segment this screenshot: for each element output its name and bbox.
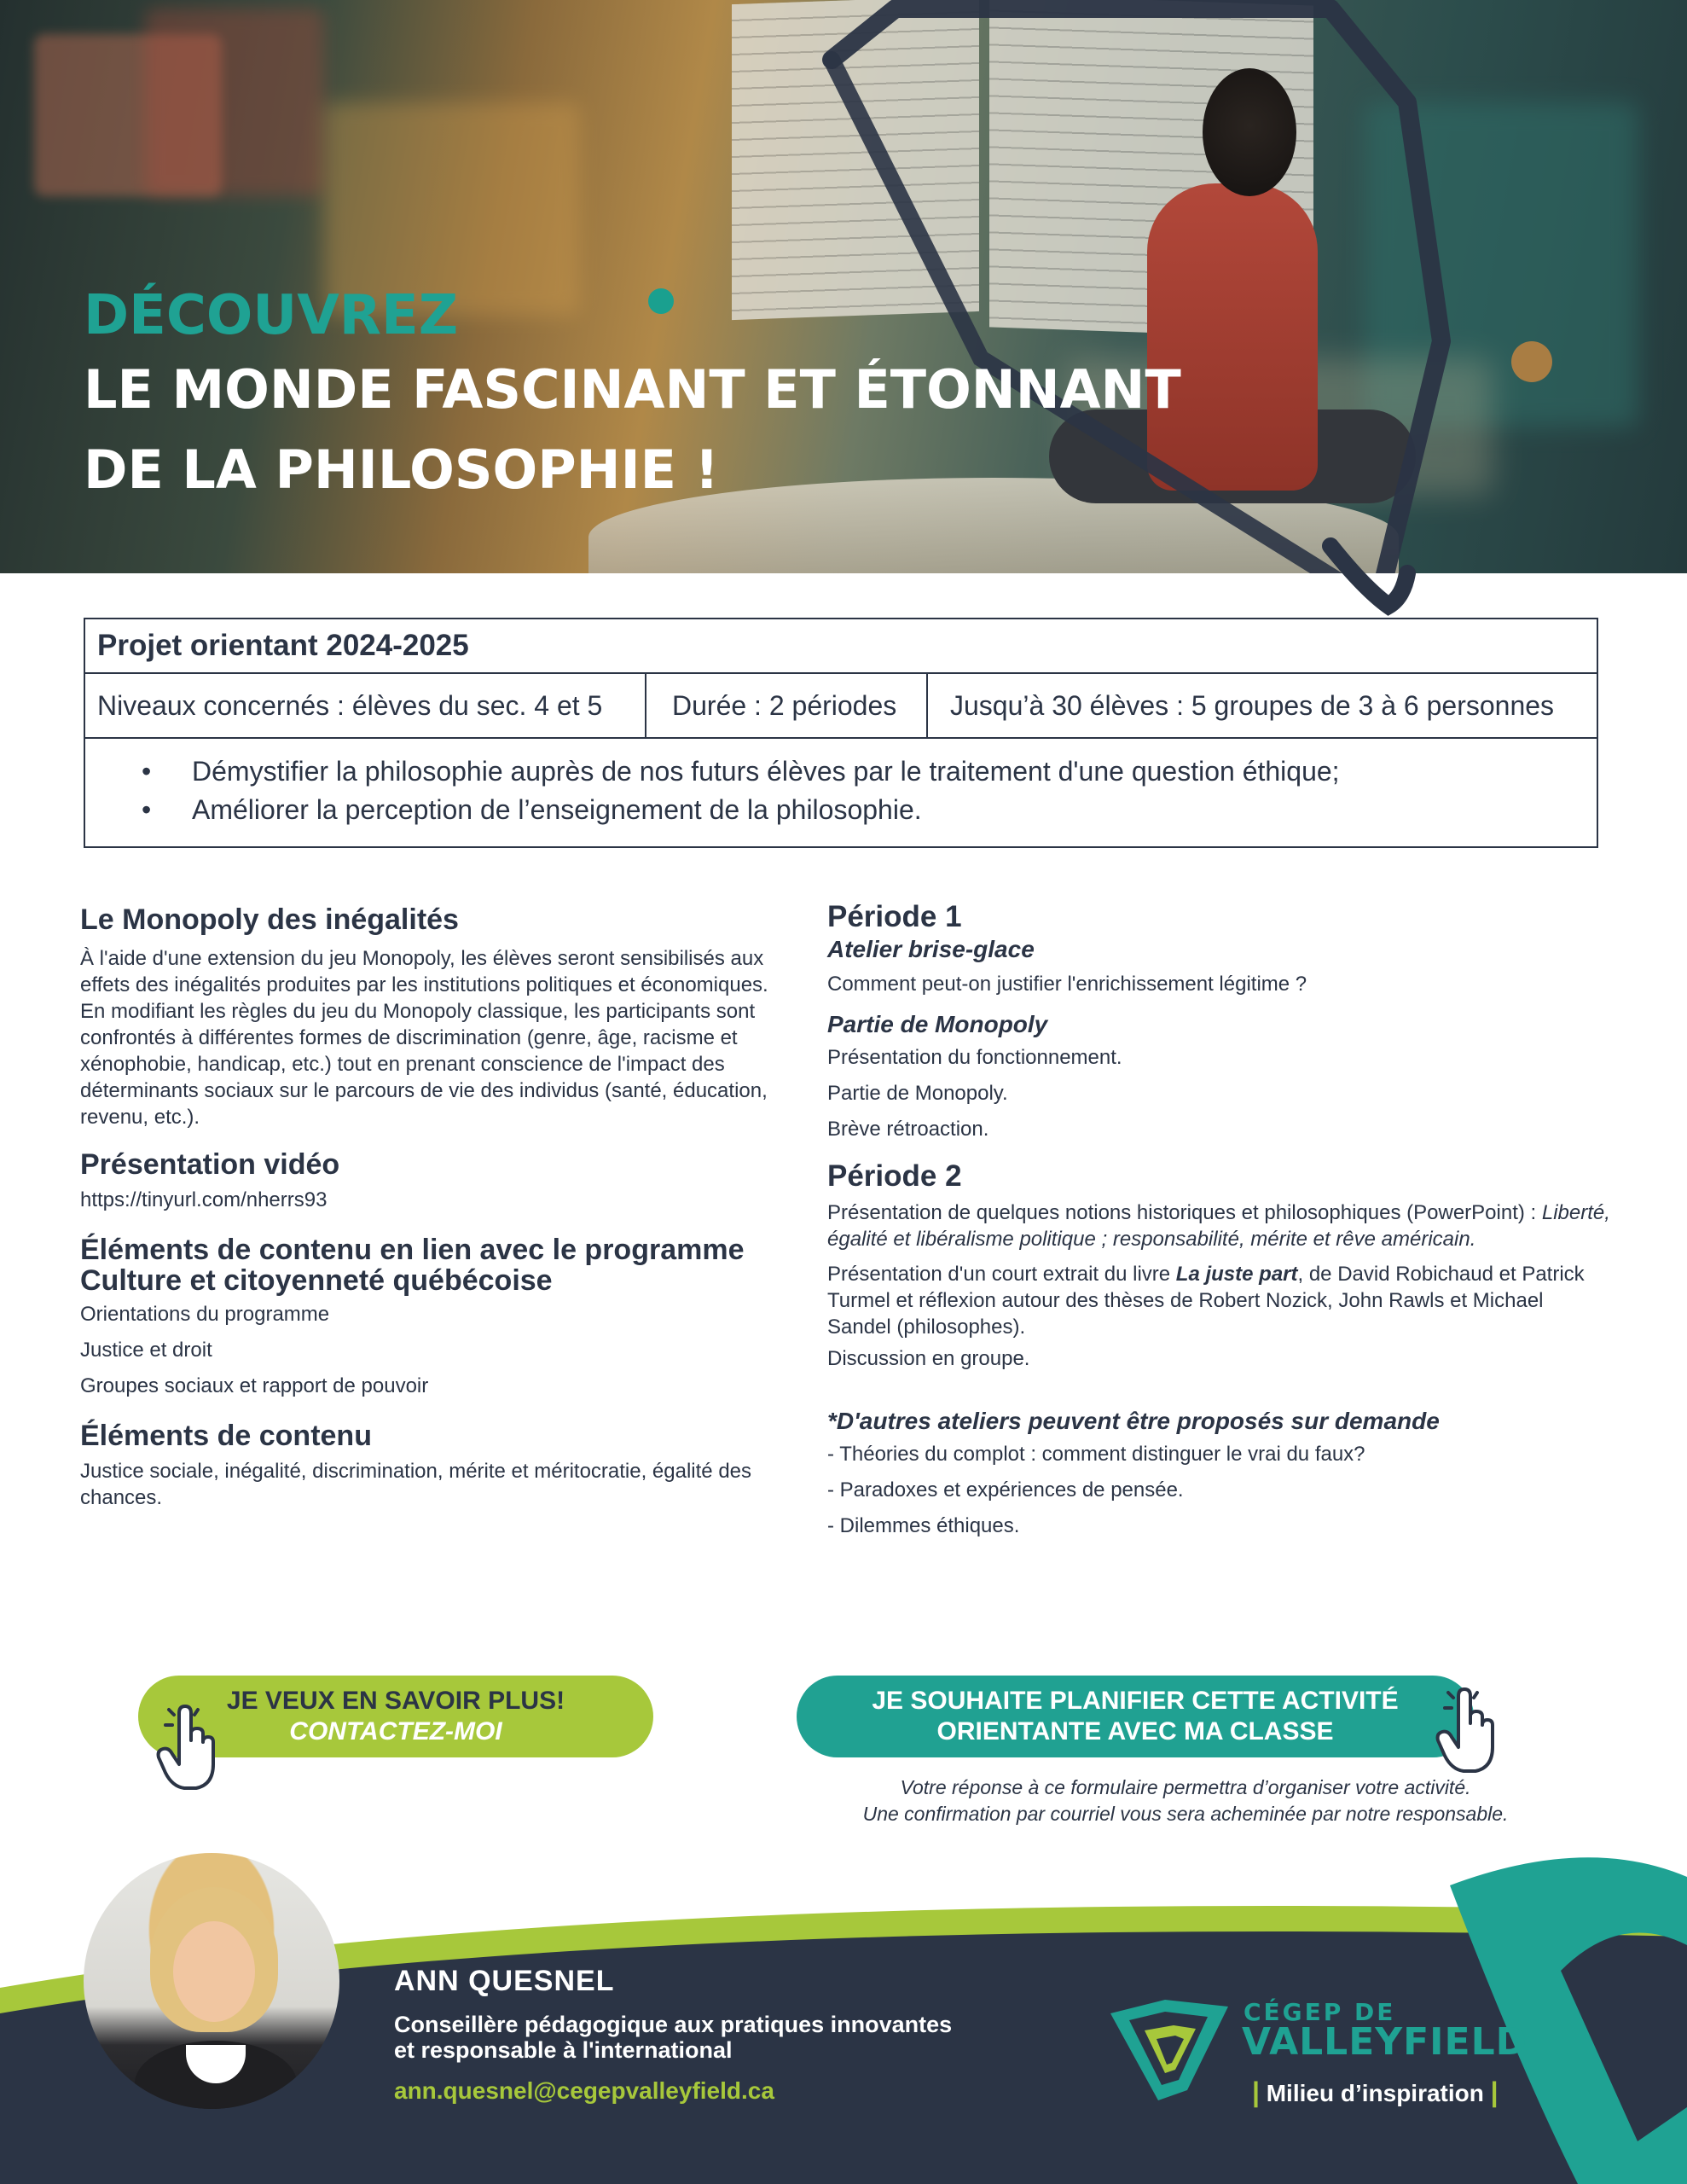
logo-line1: CÉGEP DE bbox=[1244, 1998, 1396, 2026]
hand-pointer-icon bbox=[1433, 1686, 1501, 1780]
right-column bbox=[827, 899, 1612, 1540]
hero-title-line2: DE LA PHILOSOPHIE ! bbox=[84, 439, 719, 501]
content-title: Éléments de contenu bbox=[80, 1420, 372, 1452]
monopoly-title: Le Monopoly des inégalités bbox=[80, 903, 459, 936]
project-title: Projet orientant 2024-2025 bbox=[85, 619, 1597, 674]
cegep-logo bbox=[1105, 1988, 1549, 2124]
project-details-row bbox=[85, 674, 1597, 739]
form-note bbox=[725, 1774, 1646, 1827]
hand-pointer-icon bbox=[154, 1703, 222, 1797]
period2-paragraph2 bbox=[827, 1261, 1612, 1340]
contact-role-line1: Conseillère pédagogique aux pratiques innovantes bbox=[394, 2012, 953, 2037]
contact-email-link[interactable]: ann.quesnel@cegepvalleyfield.ca bbox=[394, 2077, 774, 2104]
monopoly-description: À l'aide d'une extension du jeu Monopoly, les élèves seront sensibilisés aux effets des inégalités produites par les institutions politiques et économiques. En modifiant les règles du jeu du Monopoly classique, les participants sont confrontés à différentes formes de discrimination (genre, âge, racisme et xénophobie, handicap, etc.) tout en prenant conscience de l'impact des déterminants sociaux sur le parcours de vie des individus (santé, éducation, revenu, etc.). bbox=[80, 947, 768, 1129]
logo-motto bbox=[1252, 2077, 1499, 2108]
motto-bar: | bbox=[1252, 2077, 1260, 2107]
content-text: Justice sociale, inégalité, discrimination, mérite et méritocratie, égalité des chances. bbox=[80, 1460, 752, 1509]
capacity-cell: Jusqu’à 30 élèves : 5 groupes de 3 à 6 personnes bbox=[950, 689, 1555, 721]
plan-activity-button[interactable] bbox=[797, 1676, 1474, 1757]
program-title-line2: Culture et citoyenneté québécoise bbox=[80, 1264, 553, 1297]
book-title: La juste part bbox=[1175, 1263, 1298, 1286]
contact-name: ANN QUESNEL bbox=[394, 1965, 615, 1997]
goal-text: Améliorer la perception de l’enseignement de la philosophie. bbox=[192, 794, 922, 825]
form-note-line2: Une confirmation par courriel vous sera acheminée par notre responsable. bbox=[862, 1803, 1509, 1825]
contact-card bbox=[394, 1962, 952, 2106]
hero-kicker: DÉCOUVREZ bbox=[84, 284, 459, 347]
period1-item: Brève rétroaction. bbox=[827, 1118, 989, 1141]
period1-title: Période 1 bbox=[827, 900, 962, 933]
avatar bbox=[84, 1853, 339, 2109]
period2-paragraph1 bbox=[827, 1199, 1612, 1252]
video-link[interactable]: https://tinyurl.com/nherrs93 bbox=[80, 1188, 328, 1211]
levels-cell: Niveaux concernés : élèves du sec. 4 et 5 bbox=[85, 674, 646, 737]
cegep-shield-icon bbox=[1105, 1988, 1233, 2107]
program-title-line1: Éléments de contenu en lien avec le programme bbox=[80, 1234, 745, 1266]
period1-item: Présentation du fonctionnement. bbox=[827, 1046, 1122, 1069]
left-column bbox=[80, 903, 797, 1511]
goal-item bbox=[85, 791, 1597, 829]
duration-cell: Durée : 2 périodes bbox=[646, 674, 928, 737]
logo-line2: VALLEYFIELD bbox=[1242, 2020, 1528, 2064]
avatar-face bbox=[173, 1921, 255, 2022]
other-workshop-item: - Dilemmes éthiques. bbox=[827, 1514, 1020, 1537]
period2-paragraph3: Discussion en groupe. bbox=[827, 1347, 1030, 1370]
period1-sub-icebreaker: Atelier brise-glace bbox=[827, 936, 1035, 962]
other-workshop-item: - Paradoxes et expériences de pensée. bbox=[827, 1478, 1184, 1502]
program-item: Justice et droit bbox=[80, 1339, 212, 1362]
other-workshops-title: *D'autres ateliers peuvent être proposés sur demande bbox=[827, 1408, 1440, 1434]
contact-me-line2: CONTACTEZ-MOI bbox=[289, 1717, 502, 1745]
motto-bar: | bbox=[1490, 2077, 1499, 2107]
period2-paragraph1-topics: Liberté, égalité et libéralisme politique ; responsabilité, mérite et rêve américain. bbox=[827, 1201, 1610, 1251]
goals-list bbox=[85, 739, 1597, 846]
contact-role-line2: et responsable à l'international bbox=[394, 2037, 733, 2063]
icebreaker-question: Comment peut-on justifier l'enrichissement légitime ? bbox=[827, 973, 1307, 996]
period2-paragraph2-end: , de David Robichaud et Patrick Turmel et réflexion autour des thèses de Robert Nozick, John Rawls et Michael Sandel (philosophes). bbox=[827, 1263, 1585, 1339]
contact-me-line1: JE VEUX EN SAVOIR PLUS! bbox=[226, 1687, 565, 1715]
form-note-line1: Votre réponse à ce formulaire permettra d’organiser votre activité. bbox=[900, 1776, 1471, 1798]
video-title: Présentation vidéo bbox=[80, 1148, 340, 1181]
goal-item bbox=[85, 752, 1597, 791]
plan-activity-line2: ORIENTANTE AVEC MA CLASSE bbox=[936, 1717, 1334, 1745]
bullet-icon: • bbox=[142, 794, 152, 825]
plan-activity-line1: JE SOUHAITE PLANIFIER CETTE ACTIVITÉ bbox=[872, 1687, 1399, 1715]
other-workshop-item: - Théories du complot : comment distinguer le vrai du faux? bbox=[827, 1443, 1365, 1466]
period1-sub-monopoly: Partie de Monopoly bbox=[827, 1011, 1048, 1037]
hero-banner bbox=[0, 0, 1687, 573]
bullet-icon: • bbox=[142, 756, 152, 787]
program-item: Orientations du programme bbox=[80, 1303, 330, 1326]
period2-paragraph2-start: Présentation d'un court extrait du livre bbox=[827, 1263, 1176, 1286]
motto-text: Milieu d’inspiration bbox=[1266, 2080, 1484, 2106]
period1-item: Partie de Monopoly. bbox=[827, 1082, 1008, 1105]
program-item: Groupes sociaux et rapport de pouvoir bbox=[80, 1374, 429, 1397]
hero-title-line1: LE MONDE FASCINANT ET ÉTONNANT bbox=[84, 358, 1181, 421]
goal-text: Démystifier la philosophie auprès de nos futurs élèves par le traitement d'une question éthique; bbox=[192, 756, 1340, 787]
period2-title: Période 2 bbox=[827, 1159, 962, 1193]
hero-heading bbox=[84, 282, 1181, 510]
period2-paragraph1-text: Présentation de quelques notions historiques et philosophiques (PowerPoint) : bbox=[827, 1201, 1542, 1224]
project-info-table bbox=[84, 618, 1598, 848]
